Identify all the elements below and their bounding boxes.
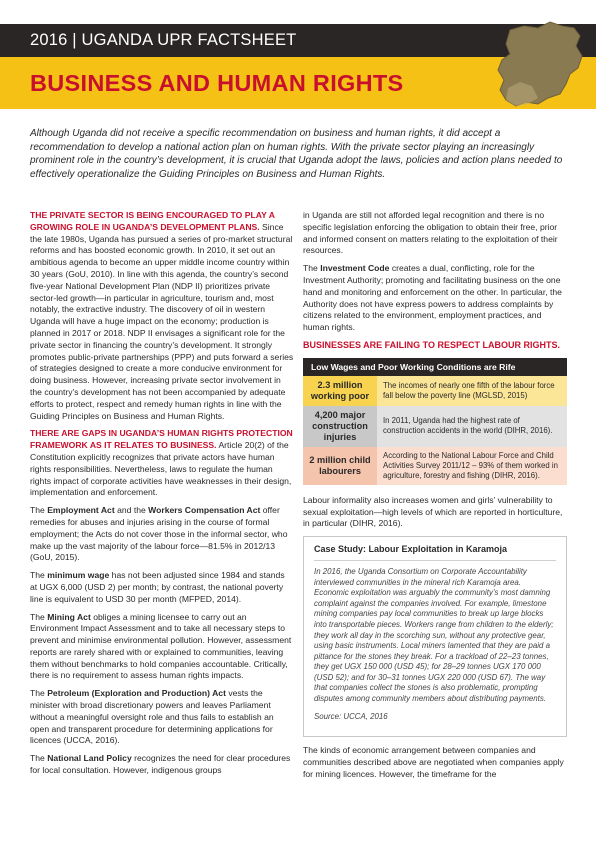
case-study-title: Case Study: Labour Exploitation in Karamoja bbox=[314, 544, 556, 561]
left-column bbox=[30, 210, 294, 783]
uganda-map-icon bbox=[488, 18, 590, 118]
paragraph-economic-arrangement: The kinds of economic arrangement between companies and communities described above are negotiated when companies apply for mining licences. However, the timeframe for the bbox=[303, 745, 564, 780]
paragraph-land-policy: The National Land Policy recognizes the need for clear procedures for local consultation. However, indigenous groups bbox=[30, 753, 291, 776]
subhead-private-sector: THE PRIVATE SECTOR IS BEING ENCOURAGED TO PLAY A GROWING ROLE IN UGANDA’S DEVELOPMENT PLANS. bbox=[30, 210, 275, 232]
paragraph-employment-act: The Employment Act and the Workers Compensation Act offer remedies for abuses and injuries arising in the course of formal employment; the Acts do not cover those in the informal sector, who make up the vast majority of the labour force—81.5% in 2012/13 (GoU, 2015). bbox=[30, 505, 288, 563]
right-column bbox=[303, 210, 567, 787]
table-row-text: According to the National Labour Force and Child Activities Survey 2011/12 – 93% of them worked in agriculture, forestry and fishing (DIHR, 2016). bbox=[377, 447, 567, 485]
table-title: Low Wages and Poor Working Conditions are Rife bbox=[303, 358, 567, 376]
paragraph-investment-code: The Investment Code creates a dual, conflicting, role for the Investment Authority; promoting and facilitating business on the one hand and monitoring and enforcement on the other. In particular, the Authority does not have express powers to address complaints by citizens related to the environment, employment practices, and human rights. bbox=[303, 263, 562, 333]
paragraph-gaps: THERE ARE GAPS IN UGANDA’S HUMAN RIGHTS PROTECTION FRAMEWORK AS IT RELATES TO BUSINESS. Article 20(2) of the Constitution explicitly recognizes that private actors have human rights responsibilities. Nevertheless, laws to regulate the human rights impact of corporate activities have weaknesses in their design, implementation and enforcement. bbox=[30, 428, 293, 498]
table-row bbox=[303, 406, 567, 447]
case-study-body: In 2016, the Uganda Consortium on Corporate Accountability interviewed communities in the mineral rich Karamoja area. Economic exploitation was arguably the community’s most damning complaint against the companies involved. For example, limestone mining companies pay local communities to break up large blocks into transportable pieces. Workers range from children to the elderly; they work all day in the scorching sun, without any protective gear, using basic instruments. Local miners lamented that they are paid a pittance for the stones they break. For a trackload of 22–23 tonnes, they get UGX 150 000 (USD 45); for 28–29 tonnes UGX 170 000 (USD 52); and for 30–31 tonnes UGX 220 000 (USD 67). The way that companies collect the stones is also problematic, prompting disputes among community members about distributing payments. bbox=[314, 566, 554, 704]
page-header bbox=[0, 0, 596, 118]
table-row-key: 2.3 million working poor bbox=[303, 376, 377, 406]
table-row bbox=[303, 376, 567, 406]
labour-table bbox=[303, 358, 567, 485]
table-row-key: 2 million child labourers bbox=[303, 447, 377, 485]
table-row-key: 4,200 major construction injuries bbox=[303, 406, 377, 447]
paragraph-mining-act: The Mining Act obliges a mining licensee to carry out an Environment Impact Assessment and to take all necessary steps to prevent and minimise environmental pollution. However, assessment reports are rarely shared with or explained to communities, leaving them without benchmarks to hold companies accountable. Critically, there is no requirement to assess human rights impacts. bbox=[30, 611, 292, 681]
paragraph-private-sector: THE PRIVATE SECTOR IS BEING ENCOURAGED TO PLAY A GROWING ROLE IN UGANDA’S DEVELOPMENT PLANS. Since the late 1980s, Uganda has pursued a series of pro-market structural reforms and has boosted economic growth. In 2010, it set out an ambitious agenda to become an upper middle income country within 30 years (GoU, 2010). In line with this agenda, the country’s second five-year National Development Plan (NDP II) prioritizes private sector-led growth—in particular in agriculture, tourism and, most notably, the extractive industry. The discovery of oil in western Uganda will have a huge impact on the economy; production is planned in 2017 or 2018. NDP II envisages a significant role for the private sector in financing the country’s development. It strongly promotes public-private partnerships (PPP) and puts forward a series of strategies designed to create a more conducive environment for doing business. However, increasing private sector involvement in the country’s development has not been accompanied by adequate efforts to protect, respect and remedy human rights in line with the Guiding Principles on Business and Human Rights. bbox=[30, 210, 294, 421]
paragraph-labour-informality: Labour informality also increases women and girls’ vulnerability to sexual exploitation—high levels of which are reported in horticulture, in particular (DIHR, 2016). bbox=[303, 494, 563, 529]
paragraph-petroleum-act: The Petroleum (Exploration and Production) Act vests the minister with broad discretionary powers and leaves Parliament without a meaningful oversight role and thus fails to establish an open and transparent procedure for determining applications for licences (UCCA, 2016). bbox=[30, 688, 274, 746]
subhead-gaps: THERE ARE GAPS IN UGANDA’S HUMAN RIGHTS PROTECTION FRAMEWORK AS IT RELATES TO BUSINESS. bbox=[30, 428, 293, 451]
paragraph-minimum-wage: The minimum wage has not been adjusted since 1984 and stands at UGX 6,000 (USD 2) per month; by contrast, the national poverty line is equivalent to USD 30 per month (MFPED, 2014). bbox=[30, 570, 285, 604]
table-row bbox=[303, 447, 567, 485]
subhead-labour-rights: BUSINESSES ARE FAILING TO RESPECT LABOUR RIGHTS. bbox=[303, 339, 561, 350]
page-title: BUSINESS AND HUMAN RIGHTS bbox=[30, 70, 404, 96]
intro-paragraph: Although Uganda did not receive a specific recommendation on business and human rights, it did accept a recommendation to develop a national action plan on human rights. With the private sector playing an increasingly prominent role in the country’s development, it is crucial that Uganda adopt the laws, policies and action plans needed to effectively operationalize the Guiding Principles on Business and Human Rights. bbox=[30, 128, 563, 180]
case-study-box bbox=[303, 536, 567, 737]
case-study-source: Source: UCCA, 2016 bbox=[314, 711, 388, 721]
table-row-text: In 2011, Uganda had the highest rate of construction accidents in the world (DIHR, 2016). bbox=[377, 406, 567, 447]
header-kicker: 2016 | UGANDA UPR FACTSHEET bbox=[30, 31, 297, 49]
paragraph-indigenous: in Uganda are still not afforded legal recognition and there is no specific legislation enforcing the obligation to obtain their free, prior and informed consent on matters relating to the exploitation of their resources. bbox=[303, 210, 558, 256]
table-row-text: The incomes of nearly one fifth of the labour force fall below the poverty line (MGLSD, 2015) bbox=[377, 376, 567, 406]
